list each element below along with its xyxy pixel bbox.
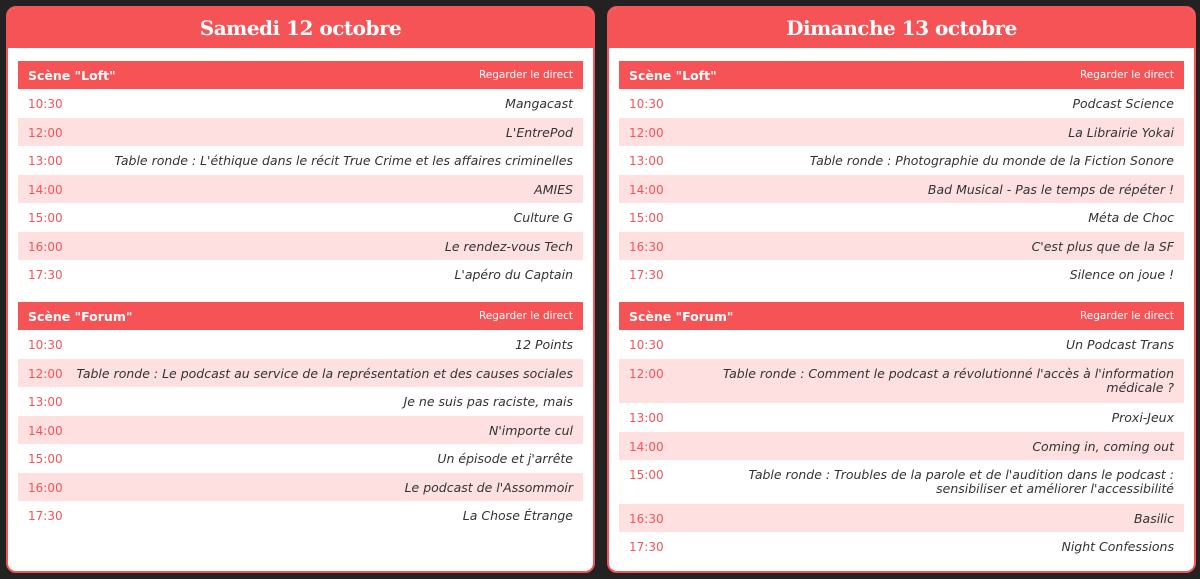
event-title: Bad Musical - Pas le temps de répéter ! — [927, 182, 1174, 197]
event-title: La Librairie Yokai — [1068, 125, 1174, 140]
event-time: 12:00 — [28, 367, 63, 381]
event-title: Le rendez-vous Tech — [444, 239, 573, 254]
scene-forum — [18, 302, 583, 530]
schedule-row — [18, 444, 583, 473]
event-time: 14:00 — [28, 183, 63, 197]
event-time: 16:30 — [629, 240, 664, 254]
event-time: 14:00 — [28, 424, 63, 438]
schedule-row — [619, 330, 1184, 359]
event-title: L'apéro du Captain — [454, 267, 573, 282]
schedule-row — [18, 473, 583, 501]
day-card-saturday — [6, 6, 595, 573]
event-time: 16:00 — [28, 240, 63, 254]
event-title: C'est plus que de la SF — [1031, 239, 1174, 254]
scene-loft — [18, 61, 583, 289]
event-time: 12:00 — [28, 126, 63, 140]
event-time: 10:30 — [629, 338, 664, 352]
day-title: Dimanche 13 octobre — [609, 8, 1194, 48]
event-time: 13:00 — [629, 411, 664, 425]
schedule-row — [18, 89, 583, 118]
schedule-row — [619, 118, 1184, 146]
event-time: 10:30 — [629, 97, 664, 111]
schedule-row — [18, 175, 583, 203]
schedule-row — [619, 146, 1184, 175]
schedule-row — [619, 359, 1184, 403]
schedule-row — [18, 416, 583, 444]
event-title: Un épisode et j'arrête — [437, 451, 573, 466]
event-title: Silence on joue ! — [1069, 267, 1174, 282]
schedule-row — [619, 89, 1184, 118]
schedule-row — [619, 260, 1184, 289]
event-title: Mangacast — [505, 96, 573, 111]
event-time: 15:00 — [28, 211, 63, 225]
event-title: Table ronde : Photographie du monde de la Fiction Sonore — [809, 153, 1174, 168]
event-title: Table ronde : Troubles de la parole et de l'audition dans le podcast : sensibiliser et améliorer l'accessibilité — [748, 467, 1174, 496]
scene-title: Scène "Loft" — [629, 67, 717, 83]
watch-live-link[interactable]: Regarder le direct — [1079, 69, 1174, 81]
schedule-row — [619, 460, 1184, 504]
scene-title: Scène "Forum" — [28, 308, 133, 324]
scene-forum — [619, 302, 1184, 561]
event-time: 10:30 — [28, 97, 63, 111]
event-title: L'EntrePod — [505, 125, 573, 140]
event-title: Proxi-Jeux — [1111, 410, 1174, 425]
event-title: Table ronde : Le podcast au service de la représentation et des causes sociales — [76, 366, 573, 381]
event-title: Podcast Science — [1072, 96, 1174, 111]
event-time: 16:30 — [629, 512, 664, 526]
event-time: 14:00 — [629, 183, 664, 197]
event-title: Table ronde : L'éthique dans le récit True Crime et les affaires criminelles — [114, 153, 573, 168]
event-title: Coming in, coming out — [1032, 439, 1174, 454]
event-title: N'importe cul — [489, 423, 573, 438]
scene-title: Scène "Loft" — [28, 67, 116, 83]
event-time: 15:00 — [629, 211, 664, 225]
event-title: Night Confessions — [1061, 539, 1174, 554]
scene-header — [18, 302, 583, 330]
event-title: Je ne suis pas raciste, mais — [403, 394, 573, 409]
schedule-row — [18, 260, 583, 289]
event-title: Un Podcast Trans — [1066, 337, 1174, 352]
scene-header — [18, 61, 583, 89]
schedule-row — [619, 403, 1184, 432]
event-title: AMIES — [534, 182, 573, 197]
event-time: 16:00 — [28, 481, 63, 495]
event-time: 17:30 — [28, 268, 63, 282]
event-title: Culture G — [513, 210, 573, 225]
schedule-row — [18, 501, 583, 530]
event-time: 13:00 — [629, 154, 664, 168]
watch-live-link[interactable]: Regarder le direct — [478, 69, 573, 81]
event-title: Basilic — [1133, 511, 1174, 526]
schedule-row — [18, 146, 583, 175]
schedule-row — [18, 232, 583, 260]
scene-loft — [619, 61, 1184, 289]
schedule-row — [18, 203, 583, 232]
event-title: Le podcast de l'Assommoir — [404, 480, 573, 495]
event-time: 17:30 — [629, 540, 664, 554]
event-time: 12:00 — [629, 126, 664, 140]
event-time: 15:00 — [28, 452, 63, 466]
event-time: 13:00 — [28, 154, 63, 168]
schedule-row — [18, 330, 583, 359]
event-title: La Chose Étrange — [462, 508, 573, 523]
watch-live-link[interactable]: Regarder le direct — [1079, 310, 1174, 322]
watch-live-link[interactable]: Regarder le direct — [478, 310, 573, 322]
event-time: 10:30 — [28, 338, 63, 352]
event-time: 14:00 — [629, 440, 664, 454]
scene-header — [619, 302, 1184, 330]
schedule-row — [18, 359, 583, 387]
schedule-row — [18, 118, 583, 146]
event-time: 17:30 — [28, 509, 63, 523]
event-time: 12:00 — [629, 367, 664, 381]
scene-title: Scène "Forum" — [629, 308, 734, 324]
event-title: Table ronde : Comment le podcast a révolutionné l'accès à l'information médicale ? — [722, 366, 1174, 395]
day-title: Samedi 12 octobre — [8, 8, 593, 48]
schedule-row — [619, 532, 1184, 561]
event-time: 17:30 — [629, 268, 664, 282]
schedule-row — [619, 232, 1184, 260]
schedule-row — [619, 175, 1184, 203]
event-time: 13:00 — [28, 395, 63, 409]
schedule-row — [619, 504, 1184, 532]
schedule-row — [619, 432, 1184, 460]
schedule-row — [619, 203, 1184, 232]
scene-header — [619, 61, 1184, 89]
schedule-row — [18, 387, 583, 416]
event-time: 15:00 — [629, 468, 664, 482]
event-title: 12 Points — [515, 337, 573, 352]
day-card-sunday — [607, 6, 1196, 573]
event-title: Méta de Choc — [1088, 210, 1174, 225]
